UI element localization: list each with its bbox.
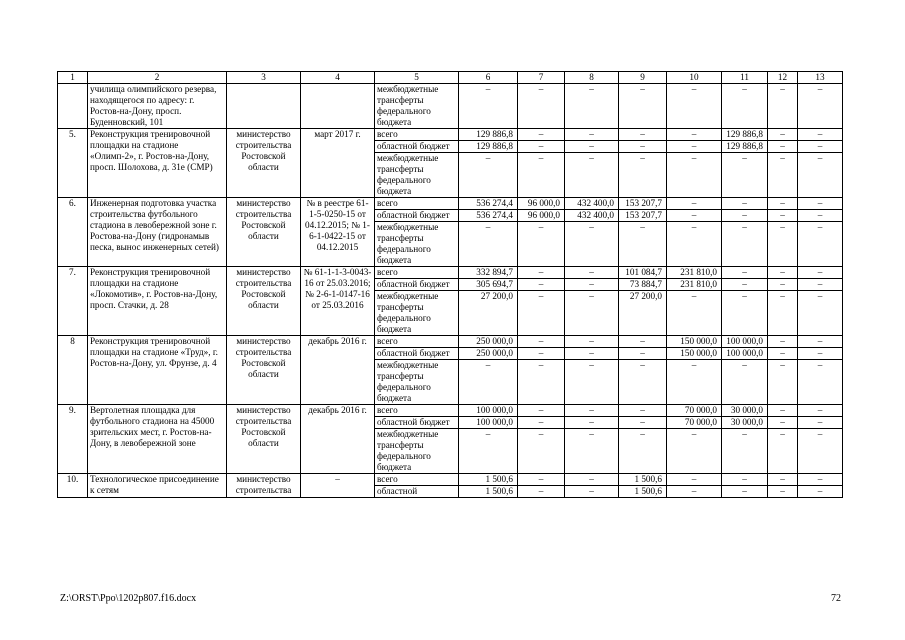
amount-cell: – — [565, 405, 619, 417]
amount-cell: 100 000,0 — [459, 417, 518, 429]
amount-cell: – — [722, 267, 768, 279]
amount-cell: 332 894,7 — [459, 267, 518, 279]
amount-cell: – — [565, 474, 619, 486]
amount-cell: – — [518, 291, 565, 336]
amount-cell: – — [722, 360, 768, 405]
amount-cell: – — [565, 291, 619, 336]
amount-cell: 96 000,0 — [518, 210, 565, 222]
amount-cell: – — [619, 429, 667, 474]
amount-cell: – — [798, 474, 843, 486]
object-name: училища олимпийского резерва, находящегося по адресу: г. Ростов-на-Дону, просп. Буденновский, 101 — [88, 84, 227, 129]
amount-cell: – — [518, 222, 565, 267]
amount-cell: – — [619, 129, 667, 141]
amount-cell: 536 274,4 — [459, 198, 518, 210]
amount-cell: – — [619, 405, 667, 417]
column-number-3: 3 — [227, 72, 301, 84]
amount-cell: – — [518, 129, 565, 141]
amount-cell: – — [798, 405, 843, 417]
amount-cell: – — [667, 153, 722, 198]
amount-cell: – — [798, 429, 843, 474]
amount-cell: – — [768, 486, 798, 498]
item-number — [58, 84, 88, 129]
amount-cell: – — [768, 198, 798, 210]
page-number: 72 — [831, 593, 841, 604]
object-name: Инженерная подготовка участка строительства футбольного стадиона в левобережной зоне г. Ростова-на-Дону (гидронамыв песка, вынос инженерных сетей) — [88, 198, 227, 267]
amount-cell: – — [518, 486, 565, 498]
amount-cell: – — [798, 210, 843, 222]
table-row — [58, 474, 843, 486]
amount-cell: 30 000,0 — [722, 405, 768, 417]
amount-cell: – — [565, 129, 619, 141]
table-row — [58, 84, 843, 129]
amount-cell: – — [619, 348, 667, 360]
responsible-org: министерство строительства Ростовской области — [227, 198, 301, 267]
amount-cell: 432 400,0 — [565, 198, 619, 210]
amount-cell: 30 000,0 — [722, 417, 768, 429]
amount-cell: – — [798, 153, 843, 198]
amount-cell: 101 084,7 — [619, 267, 667, 279]
object-name: Вертолетная площадка для футбольного стадиона на 45000 зрительских мест, г. Ростов-на-Дону, в левобережной зоне — [88, 405, 227, 474]
funding-source: областной бюджет — [375, 210, 459, 222]
amount-cell: 100 000,0 — [722, 336, 768, 348]
amount-cell: – — [798, 279, 843, 291]
amount-cell: – — [768, 210, 798, 222]
amount-cell: 231 810,0 — [667, 279, 722, 291]
amount-cell: – — [565, 279, 619, 291]
amount-cell: 96 000,0 — [518, 198, 565, 210]
amount-cell: – — [768, 417, 798, 429]
amount-cell: – — [518, 267, 565, 279]
funding-source: областной бюджет — [375, 417, 459, 429]
column-number-2: 2 — [88, 72, 227, 84]
amount-cell: – — [565, 360, 619, 405]
item-number: 5. — [58, 129, 88, 198]
document-path: Z:\ORST\Ppo\1202p807.f16.docx — [60, 593, 197, 604]
amount-cell: – — [768, 129, 798, 141]
amount-cell: – — [722, 210, 768, 222]
amount-cell: – — [619, 153, 667, 198]
budget-table — [57, 71, 843, 498]
funding-source: межбюджетные трансферты федерального бюджета — [375, 360, 459, 405]
funding-source: межбюджетные трансферты федерального бюджета — [375, 429, 459, 474]
amount-cell: – — [798, 348, 843, 360]
funding-source: областной бюджет — [375, 279, 459, 291]
amount-cell: – — [722, 474, 768, 486]
amount-cell: – — [565, 141, 619, 153]
amount-cell: – — [619, 141, 667, 153]
amount-cell: 432 400,0 — [565, 210, 619, 222]
amount-cell: – — [518, 348, 565, 360]
funding-source: всего — [375, 474, 459, 486]
funding-source: межбюджетные трансферты федерального бюджета — [375, 222, 459, 267]
amount-cell: – — [459, 222, 518, 267]
funding-source: областной бюджет — [375, 141, 459, 153]
amount-cell: – — [798, 417, 843, 429]
amount-cell: 153 207,7 — [619, 210, 667, 222]
amount-cell: – — [565, 429, 619, 474]
completion-period: декабрь 2016 г. — [301, 336, 375, 405]
funding-source: всего — [375, 336, 459, 348]
item-number: 9. — [58, 405, 88, 474]
completion-period: № 61-1-1-3-0043-16 от 25.03.2016; № 2-6-1-0147-16 от 25.03.2016 — [301, 267, 375, 336]
amount-cell: 129 886,8 — [459, 141, 518, 153]
amount-cell: – — [619, 360, 667, 405]
amount-cell: 129 886,8 — [722, 129, 768, 141]
amount-cell: – — [565, 222, 619, 267]
amount-cell: 27 200,0 — [459, 291, 518, 336]
column-number-8: 8 — [565, 72, 619, 84]
completion-period: № в реестре 61-1-5-0250-15 от 04.12.2015; № 1-6-1-0422-15 от 04.12.2015 — [301, 198, 375, 267]
amount-cell: – — [619, 336, 667, 348]
amount-cell: – — [565, 153, 619, 198]
amount-cell: – — [722, 486, 768, 498]
amount-cell: – — [518, 474, 565, 486]
amount-cell: 150 000,0 — [667, 336, 722, 348]
amount-cell: – — [768, 474, 798, 486]
amount-cell: – — [768, 429, 798, 474]
table-row — [58, 336, 843, 348]
responsible-org: министерство строительства Ростовской области — [227, 405, 301, 474]
completion-period: декабрь 2016 г. — [301, 405, 375, 474]
amount-cell: 150 000,0 — [667, 348, 722, 360]
amount-cell: – — [768, 405, 798, 417]
amount-cell: 250 000,0 — [459, 348, 518, 360]
amount-cell: – — [619, 222, 667, 267]
amount-cell: – — [722, 279, 768, 291]
amount-cell: – — [768, 141, 798, 153]
amount-cell: – — [798, 267, 843, 279]
funding-source: областной бюджет — [375, 348, 459, 360]
amount-cell: – — [518, 336, 565, 348]
amount-cell: – — [518, 417, 565, 429]
amount-cell: – — [667, 474, 722, 486]
amount-cell: – — [722, 291, 768, 336]
amount-cell: – — [667, 360, 722, 405]
column-number-4: 4 — [301, 72, 375, 84]
amount-cell: 129 886,8 — [459, 129, 518, 141]
column-number-6: 6 — [459, 72, 518, 84]
amount-cell: – — [459, 153, 518, 198]
amount-cell: – — [565, 267, 619, 279]
amount-cell: – — [518, 279, 565, 291]
table-row — [58, 267, 843, 279]
column-number-12: 12 — [768, 72, 798, 84]
object-name: Реконструкция тренировочной площадки на стадионе «Олимп-2», г. Ростов-на-Дону, просп. Шолохова, д. 31е (СМР) — [88, 129, 227, 198]
item-number: 8 — [58, 336, 88, 405]
amount-cell: – — [619, 84, 667, 129]
amount-cell: – — [722, 198, 768, 210]
amount-cell: 70 000,0 — [667, 417, 722, 429]
amount-cell: – — [518, 405, 565, 417]
funding-source: межбюджетные трансферты федерального бюджета — [375, 153, 459, 198]
column-number-10: 10 — [667, 72, 722, 84]
amount-cell: – — [459, 360, 518, 405]
amount-cell: – — [798, 222, 843, 267]
amount-cell: 231 810,0 — [667, 267, 722, 279]
amount-cell: – — [565, 348, 619, 360]
amount-cell: – — [768, 279, 798, 291]
amount-cell: – — [518, 360, 565, 405]
amount-cell: – — [667, 291, 722, 336]
amount-cell: – — [798, 198, 843, 210]
amount-cell: – — [565, 417, 619, 429]
funding-source: межбюджетные трансферты федерального бюджета — [375, 291, 459, 336]
funding-source: межбюджетные трансферты федерального бюджета — [375, 84, 459, 129]
amount-cell: – — [798, 84, 843, 129]
amount-cell: – — [722, 153, 768, 198]
table-row — [58, 198, 843, 210]
amount-cell: – — [768, 360, 798, 405]
amount-cell: – — [798, 360, 843, 405]
amount-cell: – — [798, 291, 843, 336]
amount-cell: 70 000,0 — [667, 405, 722, 417]
table-body — [58, 72, 843, 498]
item-number: 10. — [58, 474, 88, 498]
amount-cell: – — [518, 429, 565, 474]
responsible-org: министерство строительства — [227, 474, 301, 498]
amount-cell: – — [518, 84, 565, 129]
amount-cell: – — [518, 153, 565, 198]
amount-cell: – — [667, 210, 722, 222]
amount-cell: – — [565, 84, 619, 129]
amount-cell: – — [459, 429, 518, 474]
column-number-9: 9 — [619, 72, 667, 84]
amount-cell: – — [565, 336, 619, 348]
column-number-1: 1 — [58, 72, 88, 84]
amount-cell: – — [667, 429, 722, 474]
amount-cell: 73 884,7 — [619, 279, 667, 291]
item-number: 6. — [58, 198, 88, 267]
object-name: Реконструкция тренировочной площадки на стадионе «Локомотив», г. Ростов-на-Дону, просп. Стачки, д. 28 — [88, 267, 227, 336]
amount-cell: – — [768, 267, 798, 279]
amount-cell: 250 000,0 — [459, 336, 518, 348]
funding-source: всего — [375, 129, 459, 141]
amount-cell: – — [798, 486, 843, 498]
amount-cell: – — [768, 291, 798, 336]
amount-cell: 1 500,6 — [619, 486, 667, 498]
amount-cell: – — [565, 486, 619, 498]
amount-cell: 129 886,8 — [722, 141, 768, 153]
column-number-5: 5 — [375, 72, 459, 84]
completion-period — [301, 84, 375, 129]
amount-cell: – — [768, 84, 798, 129]
amount-cell: 27 200,0 — [619, 291, 667, 336]
amount-cell: 100 000,0 — [722, 348, 768, 360]
amount-cell: – — [768, 336, 798, 348]
responsible-org: министерство строительства Ростовской области — [227, 336, 301, 405]
responsible-org — [227, 84, 301, 129]
header-row — [58, 72, 843, 84]
amount-cell: – — [667, 141, 722, 153]
responsible-org: министерство строительства Ростовской области — [227, 267, 301, 336]
amount-cell: – — [798, 141, 843, 153]
amount-cell: – — [667, 222, 722, 267]
amount-cell: 100 000,0 — [459, 405, 518, 417]
completion-period: – — [301, 474, 375, 498]
amount-cell: – — [518, 141, 565, 153]
funding-source: всего — [375, 405, 459, 417]
amount-cell: – — [722, 84, 768, 129]
item-number: 7. — [58, 267, 88, 336]
amount-cell: – — [722, 429, 768, 474]
column-number-11: 11 — [722, 72, 768, 84]
amount-cell: 1 500,6 — [459, 486, 518, 498]
amount-cell: – — [459, 84, 518, 129]
table-row — [58, 405, 843, 417]
amount-cell: 305 694,7 — [459, 279, 518, 291]
amount-cell: – — [768, 153, 798, 198]
funding-source: областной — [375, 486, 459, 498]
amount-cell: – — [667, 198, 722, 210]
amount-cell: – — [722, 222, 768, 267]
amount-cell: – — [667, 486, 722, 498]
amount-cell: – — [768, 222, 798, 267]
amount-cell: 1 500,6 — [619, 474, 667, 486]
object-name: Технологическое присоединение к сетям — [88, 474, 227, 498]
responsible-org: министерство строительства Ростовской области — [227, 129, 301, 198]
funding-source: всего — [375, 198, 459, 210]
amount-cell: – — [798, 129, 843, 141]
amount-cell: 153 207,7 — [619, 198, 667, 210]
amount-cell: – — [667, 129, 722, 141]
completion-period: март 2017 г. — [301, 129, 375, 198]
amount-cell: – — [798, 336, 843, 348]
amount-cell: 536 274,4 — [459, 210, 518, 222]
table-row — [58, 129, 843, 141]
amount-cell: – — [768, 348, 798, 360]
amount-cell: – — [667, 84, 722, 129]
budget-table-container — [57, 71, 843, 498]
object-name: Реконструкция тренировочной площадки на стадионе «Труд», г. Ростов-на-Дону, ул. Фрунзе, д. 4 — [88, 336, 227, 405]
funding-source: всего — [375, 267, 459, 279]
amount-cell: 1 500,6 — [459, 474, 518, 486]
amount-cell: – — [619, 417, 667, 429]
column-number-13: 13 — [798, 72, 843, 84]
column-number-7: 7 — [518, 72, 565, 84]
